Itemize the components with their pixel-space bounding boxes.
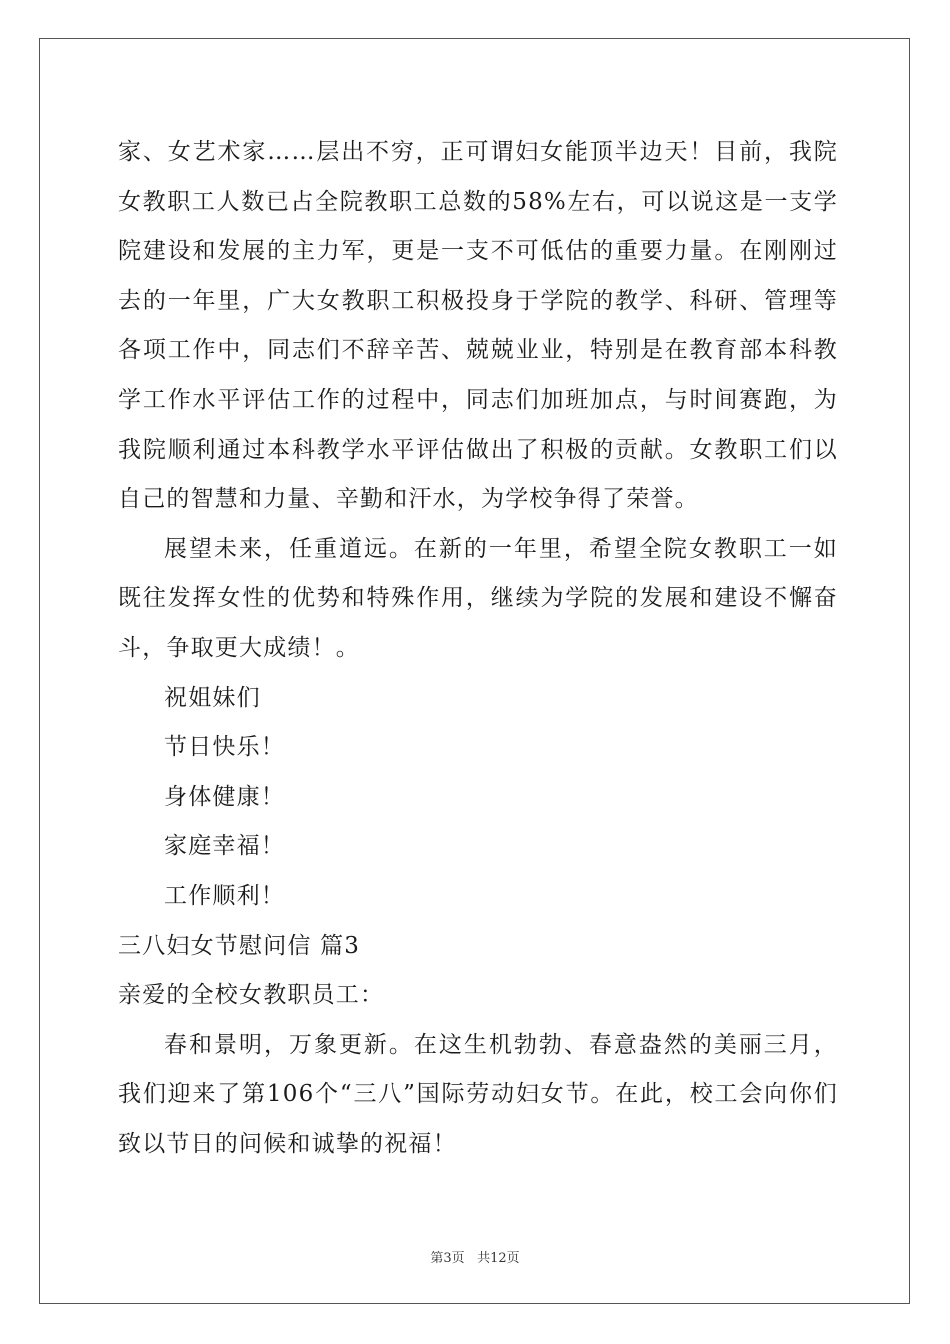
wish-line: 身体健康！ bbox=[164, 783, 285, 810]
document-body bbox=[118, 128, 838, 1169]
wish-line: 家庭幸福！ bbox=[164, 833, 285, 860]
section-title: 三八妇女节慰问信 篇3 bbox=[118, 932, 361, 959]
body-paragraph: 展望未来，任重道远。在新的一年里，希望全院女教职工一如既往发挥女性的优势和特殊作用，继续为学院的发展和建设不懈奋斗，争取更大成绩！。 bbox=[118, 535, 838, 661]
page-total: 共12页 bbox=[477, 1251, 520, 1266]
page-footer bbox=[0, 1247, 950, 1266]
body-paragraph: 家、女艺术家……层出不穷，正可谓妇女能顶半边天！目前，我院女教职工人数已占全院教职工总数的58%左右，可以说这是一支学院建设和发展的主力军，更是一支不可低估的重要力量。在刚刚过去的一年里，广大女教职工积极投身于学院的教学、科研、管理等各项工作中，同志们不辞辛苦、兢兢业业，特别是在教育部本科教学工作水平评估工作的过程中，同志们加班加点，与时间赛跑，为我院顺利通过本科教学水平评估做出了积极的贡献。女教职工们以自己的智慧和力量、辛勤和汗水，为学校争得了荣誉。 bbox=[118, 139, 838, 513]
greeting-line: 祝姐妹们 bbox=[164, 684, 261, 711]
wish-line: 工作顺利！ bbox=[164, 882, 285, 909]
wish-line: 节日快乐！ bbox=[164, 734, 285, 761]
salutation: 亲爱的全校女教职员工： bbox=[118, 982, 385, 1009]
body-paragraph: 春和景明，万象更新。在这生机勃勃、春意盎然的美丽三月，我们迎来了第106个“三八”国际劳动妇女节。在此，校工会向你们致以节日的问候和诚挚的祝福！ bbox=[118, 1031, 838, 1157]
page-number: 第3页 bbox=[430, 1251, 465, 1266]
